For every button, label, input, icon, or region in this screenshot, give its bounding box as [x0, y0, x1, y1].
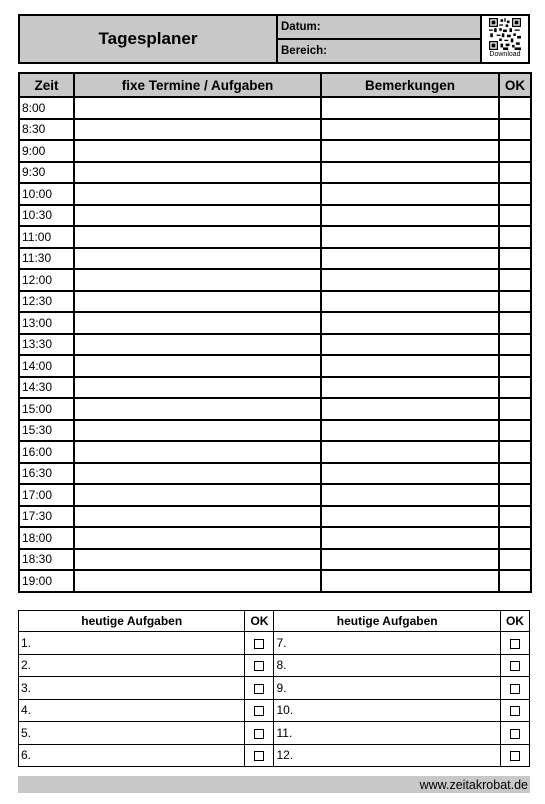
task-cell-right[interactable]: 10. [274, 699, 500, 722]
appointment-cell[interactable] [74, 162, 321, 184]
task-cell-left[interactable]: 5. [19, 722, 245, 745]
time-cell: 15:00 [19, 398, 74, 420]
table-row [19, 291, 531, 313]
checkbox-icon[interactable] [254, 729, 264, 739]
list-item [19, 677, 530, 700]
time-cell: 13:30 [19, 334, 74, 356]
appointment-cell[interactable] [74, 312, 321, 334]
remarks-cell[interactable] [321, 549, 499, 571]
checkbox-icon[interactable] [254, 706, 264, 716]
checkbox-icon[interactable] [510, 729, 520, 739]
appointment-cell[interactable] [74, 226, 321, 248]
task-cell-right[interactable]: 9. [274, 677, 500, 700]
table-row [19, 506, 531, 528]
remarks-cell[interactable] [321, 140, 499, 162]
appointment-cell[interactable] [74, 398, 321, 420]
remarks-cell[interactable] [321, 205, 499, 227]
checkbox-icon[interactable] [510, 639, 520, 649]
appointment-cell[interactable] [74, 549, 321, 571]
ok-cell[interactable] [499, 119, 531, 141]
time-cell: 13:00 [19, 312, 74, 334]
ok-cell[interactable] [499, 162, 531, 184]
appointment-cell[interactable] [74, 119, 321, 141]
appointment-cell[interactable] [74, 205, 321, 227]
table-row [19, 463, 531, 485]
ok-cell[interactable] [499, 355, 531, 377]
header-fields [278, 16, 482, 62]
ok-cell[interactable] [499, 205, 531, 227]
appointment-cell[interactable] [74, 334, 321, 356]
checkbox-icon[interactable] [254, 751, 264, 761]
column-header-appointments: fixe Termine / Aufgaben [74, 73, 321, 97]
remarks-cell[interactable] [321, 377, 499, 399]
ok-cell[interactable] [499, 140, 531, 162]
checkbox-icon[interactable] [510, 684, 520, 694]
list-item [19, 654, 530, 677]
ok-cell[interactable] [499, 269, 531, 291]
appointment-cell[interactable] [74, 570, 321, 592]
tasks-header-left: heutige Aufgaben [19, 611, 245, 632]
remarks-cell[interactable] [321, 570, 499, 592]
time-cell: 9:00 [19, 140, 74, 162]
table-row [19, 527, 531, 549]
remarks-cell[interactable] [321, 441, 499, 463]
task-ok-cell-right [500, 632, 529, 655]
page-title: Tagesplaner [20, 16, 278, 62]
ok-cell[interactable] [499, 183, 531, 205]
time-cell: 14:00 [19, 355, 74, 377]
time-cell: 12:30 [19, 291, 74, 313]
remarks-cell[interactable] [321, 162, 499, 184]
table-row [19, 269, 531, 291]
list-item [19, 744, 530, 767]
list-item [19, 699, 530, 722]
list-item [19, 632, 530, 655]
task-cell-right[interactable]: 8. [274, 654, 500, 677]
ok-cell[interactable] [499, 97, 531, 119]
remarks-cell[interactable] [321, 97, 499, 119]
table-row [19, 377, 531, 399]
remarks-cell[interactable] [321, 269, 499, 291]
time-cell: 16:00 [19, 441, 74, 463]
appointment-cell[interactable] [74, 291, 321, 313]
appointment-cell[interactable] [74, 484, 321, 506]
time-cell: 11:00 [19, 226, 74, 248]
column-header-remarks: Bemerkungen [321, 73, 499, 97]
remarks-cell[interactable] [321, 420, 499, 442]
task-cell-left[interactable]: 6. [19, 744, 245, 767]
table-row [19, 441, 531, 463]
time-cell: 19:00 [19, 570, 74, 592]
task-cell-right[interactable]: 11. [274, 722, 500, 745]
footer-bar [18, 776, 530, 793]
tasks-table [18, 610, 530, 767]
column-header-ok: OK [499, 73, 531, 97]
table-row [19, 570, 531, 592]
tasks-ok-header-right: OK [500, 611, 529, 632]
footer-url[interactable]: www.zeitakrobat.de [419, 777, 528, 792]
ok-cell[interactable] [499, 420, 531, 442]
ok-cell[interactable] [499, 527, 531, 549]
time-cell: 18:30 [19, 549, 74, 571]
table-row [19, 140, 531, 162]
remarks-cell[interactable] [321, 334, 499, 356]
tasks-header-row [19, 611, 530, 632]
ok-cell[interactable] [499, 334, 531, 356]
table-row [19, 398, 531, 420]
task-cell-right[interactable]: 7. [274, 632, 500, 655]
table-row [19, 248, 531, 270]
time-cell: 18:00 [19, 527, 74, 549]
task-ok-cell-left [245, 744, 274, 767]
task-ok-cell-right [500, 744, 529, 767]
task-cell-left[interactable]: 2. [19, 654, 245, 677]
appointment-cell[interactable] [74, 506, 321, 528]
appointment-cell[interactable] [74, 140, 321, 162]
table-row [19, 162, 531, 184]
appointment-cell[interactable] [74, 377, 321, 399]
table-row [19, 205, 531, 227]
ok-cell[interactable] [499, 463, 531, 485]
appointment-cell[interactable] [74, 97, 321, 119]
ok-cell[interactable] [499, 226, 531, 248]
remarks-cell[interactable] [321, 355, 499, 377]
appointment-cell[interactable] [74, 463, 321, 485]
task-cell-left[interactable]: 1. [19, 632, 245, 655]
task-cell-left[interactable]: 4. [19, 699, 245, 722]
ok-cell[interactable] [499, 570, 531, 592]
task-cell-right[interactable]: 12. [274, 744, 500, 767]
appointment-cell[interactable] [74, 355, 321, 377]
ok-cell[interactable] [499, 291, 531, 313]
time-cell: 10:30 [19, 205, 74, 227]
column-header-time: Zeit [19, 73, 74, 97]
checkbox-icon[interactable] [510, 661, 520, 671]
table-row [19, 484, 531, 506]
time-cell: 15:30 [19, 420, 74, 442]
time-cell: 8:00 [19, 97, 74, 119]
area-field[interactable]: Bereich: [278, 38, 480, 62]
table-row [19, 119, 531, 141]
task-cell-left[interactable]: 3. [19, 677, 245, 700]
task-ok-cell-left [245, 632, 274, 655]
tasks-ok-header-left: OK [245, 611, 274, 632]
tasks-body [19, 632, 530, 767]
qr-code-icon [489, 18, 521, 50]
appointment-cell[interactable] [74, 248, 321, 270]
time-cell: 17:00 [19, 484, 74, 506]
checkbox-icon[interactable] [254, 684, 264, 694]
table-row [19, 226, 531, 248]
task-ok-cell-right [500, 677, 529, 700]
appointment-cell[interactable] [74, 527, 321, 549]
task-ok-cell-right [500, 722, 529, 745]
time-cell: 14:30 [19, 377, 74, 399]
time-cell: 8:30 [19, 119, 74, 141]
download-label: Download [489, 51, 521, 58]
time-cell: 9:30 [19, 162, 74, 184]
checkbox-icon[interactable] [510, 751, 520, 761]
schedule-header-row [19, 73, 531, 97]
checkbox-icon[interactable] [254, 661, 264, 671]
qr-download[interactable] [482, 16, 528, 62]
checkbox-icon[interactable] [510, 706, 520, 716]
time-cell: 12:00 [19, 269, 74, 291]
checkbox-icon[interactable] [254, 639, 264, 649]
remarks-cell[interactable] [321, 484, 499, 506]
table-row [19, 312, 531, 334]
appointment-cell[interactable] [74, 183, 321, 205]
ok-cell[interactable] [499, 248, 531, 270]
appointment-cell[interactable] [74, 441, 321, 463]
time-cell: 16:30 [19, 463, 74, 485]
task-ok-cell-right [500, 654, 529, 677]
remarks-cell[interactable] [321, 463, 499, 485]
ok-cell[interactable] [499, 441, 531, 463]
time-cell: 10:00 [19, 183, 74, 205]
table-row [19, 97, 531, 119]
remarks-cell[interactable] [321, 183, 499, 205]
table-row [19, 549, 531, 571]
remarks-cell[interactable] [321, 527, 499, 549]
time-cell: 17:30 [19, 506, 74, 528]
task-ok-cell-right [500, 699, 529, 722]
remarks-cell[interactable] [321, 398, 499, 420]
remarks-cell[interactable] [321, 291, 499, 313]
table-row [19, 334, 531, 356]
schedule-table [18, 72, 532, 593]
task-ok-cell-left [245, 699, 274, 722]
remarks-cell[interactable] [321, 312, 499, 334]
ok-cell[interactable] [499, 484, 531, 506]
table-row [19, 420, 531, 442]
remarks-cell[interactable] [321, 248, 499, 270]
remarks-cell[interactable] [321, 506, 499, 528]
date-field[interactable]: Datum: [281, 21, 321, 33]
task-ok-cell-left [245, 722, 274, 745]
ok-cell[interactable] [499, 398, 531, 420]
schedule-body [19, 97, 531, 592]
task-ok-cell-left [245, 654, 274, 677]
remarks-cell[interactable] [321, 226, 499, 248]
table-row [19, 183, 531, 205]
time-cell: 11:30 [19, 248, 74, 270]
remarks-cell[interactable] [321, 119, 499, 141]
ok-cell[interactable] [499, 549, 531, 571]
appointment-cell[interactable] [74, 269, 321, 291]
planner-header [18, 14, 530, 64]
ok-cell[interactable] [499, 506, 531, 528]
appointment-cell[interactable] [74, 420, 321, 442]
task-ok-cell-left [245, 677, 274, 700]
table-row [19, 355, 531, 377]
list-item [19, 722, 530, 745]
tasks-header-right: heutige Aufgaben [274, 611, 500, 632]
ok-cell[interactable] [499, 312, 531, 334]
ok-cell[interactable] [499, 377, 531, 399]
